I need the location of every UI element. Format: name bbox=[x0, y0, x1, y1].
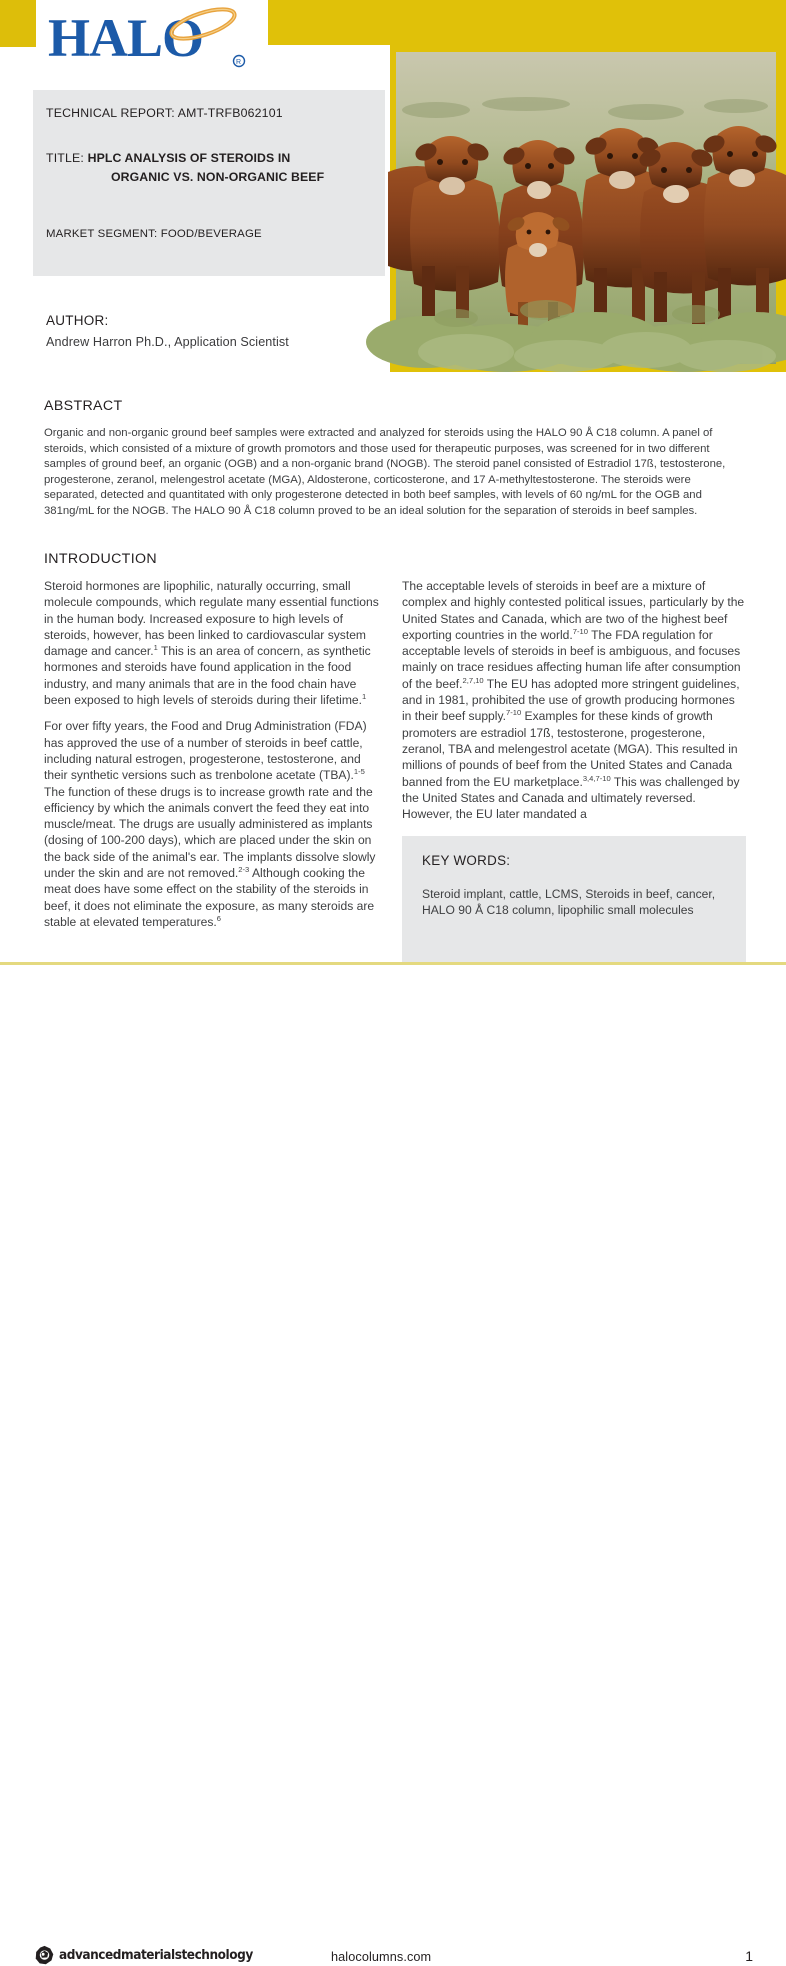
svg-text:HALO: HALO bbox=[48, 8, 204, 68]
p2-text-b: The function of these drugs is to increase growth rate and the efficiency by which the animals convert the feed they eat into muscle/meat. The drugs are usually administered as implants (dosing of 100-200 days), which are placed under the skin on the back side of the animal's ear. The implants dissolve slowly under the skin and are not removed. bbox=[44, 784, 376, 881]
author-label: AUTHOR: bbox=[46, 313, 109, 328]
footer-website[interactable]: halocolumns.com bbox=[331, 1950, 432, 1964]
p2-ref-1: 1-5 bbox=[353, 767, 365, 777]
keywords-body: Steroid implant, cattle, LCMS, Steroids in beef, cancer, HALO 90 Å C18 column, lipophilic small molecules bbox=[422, 887, 716, 918]
title-label: TITLE: bbox=[46, 151, 84, 165]
introduction-column-right bbox=[402, 578, 746, 822]
p3-text-e: This was challenged by the United States and Canada and ultimately reversed. However, the EU later mandated a bbox=[402, 774, 740, 822]
author-name: Andrew Harron Ph.D., Application Scientist bbox=[46, 335, 289, 349]
p2-text-c: Although cooking the meat does have some effect on the stability of the steroids in beef, it does not eliminate the exposure, as many steroids are stable at elevated temperatures. bbox=[44, 866, 375, 929]
p1-text-a: Steroid hormones are lipophilic, naturally occurring, small molecule compounds, which regulate many essential functions in the human body. Increased exposure to high levels of steroids, however, has been linked to cardiovascular system damage and cancer. bbox=[44, 579, 379, 659]
p3-ref-1: 7-10 bbox=[572, 626, 588, 636]
introduction-column-left bbox=[44, 578, 384, 930]
abstract-section bbox=[44, 398, 746, 520]
keywords-heading: KEY WORDS: bbox=[422, 853, 511, 868]
amt-logo-mark bbox=[34, 1945, 55, 1966]
introduction-heading: INTRODUCTION bbox=[44, 551, 157, 567]
p1-ref-1: 1 bbox=[153, 643, 158, 653]
p3-text-b: The FDA regulation for acceptable levels of steroids in beef is ambiguous, and focuses mainly on trace residues affecting human life after consumption of the beef. bbox=[402, 627, 741, 691]
intro-paragraph-3 bbox=[402, 578, 746, 822]
report-title-line1 bbox=[46, 151, 290, 165]
report-title-line2: ORGANIC VS. NON-ORGANIC BEEF bbox=[111, 170, 325, 184]
p2-ref-3: 6 bbox=[216, 913, 222, 923]
p1-text-b: This is an area of concern, as synthetic hormones and steroids have found application in the food industry, and many animals that are in the food chain have been exposed to high levels of steroids during their lifetime. bbox=[44, 644, 371, 708]
cattle-photograph bbox=[396, 52, 776, 364]
author-block bbox=[46, 313, 376, 349]
halo-logo bbox=[48, 6, 263, 68]
amt-logo-text: advancedmaterialstechnology bbox=[59, 1948, 253, 1963]
intro-paragraph-1 bbox=[44, 578, 384, 708]
p3-ref-3: 7-10 bbox=[505, 708, 522, 718]
page-footer bbox=[0, 965, 786, 1964]
p3-text-a: The acceptable levels of steroids in beef are a mixture of complex and highly contested political issues, particularly by the United States and Canada, which are two of the highest beef exporting countries in the world. bbox=[402, 579, 745, 642]
p2-ref-2: 2-3 bbox=[238, 865, 250, 875]
yellow-accent-left bbox=[0, 0, 36, 47]
p1-ref-2: 1 bbox=[361, 692, 367, 702]
p3-ref-4: 3,4,7-10 bbox=[582, 773, 611, 783]
footer-page-number: 1 bbox=[745, 1948, 753, 1964]
abstract-body: Organic and non-organic ground beef samples were extracted and analyzed for steroids using the HALO 90 Å C18 column. A panel of steroids, which consisted of a mixture of growth promotors and those used for therapeutic purposes, was screened for in two different samples of ground beef, an organic (OGB) and a non-organic brand (NOGB). The steroid panel consisted of Estradiol 17ß, testosterone, progesterone, zeranol, melengestrol acetate (MGA), Aldosterone, corticosterone, and 17 A-methyltestosterone. The steroids were separated, detected and quantitated with only progesterone detected in both beef samples, with levels of 60 ng/mL for the OGB and 381ng/mL for the NOGB. The HALO 90 Å C18 column proved to be an ideal solution for the separation of steroids in beef samples. bbox=[44, 427, 726, 517]
svg-text:R: R bbox=[236, 59, 242, 66]
intro-paragraph-2 bbox=[44, 718, 384, 930]
p3-text-d: Examples for these kinds of growth promoters are estradiol 17ß, testosterone, progesterone, zeranol, TBA and melengestrol acetate (MGA). This resulted in millions of pounds of beef from the United States and Canada banned from the EU marketplace. bbox=[402, 709, 738, 789]
title-text-line1: HPLC ANALYSIS OF STEROIDS IN bbox=[87, 151, 291, 165]
keywords-box bbox=[402, 836, 746, 962]
report-info-box bbox=[33, 90, 385, 276]
technical-report-id: TECHNICAL REPORT: AMT-TRFB062101 bbox=[46, 106, 283, 120]
introduction-section bbox=[44, 551, 157, 567]
market-segment: MARKET SEGMENT: FOOD/BEVERAGE bbox=[46, 228, 262, 240]
abstract-heading: ABSTRACT bbox=[44, 398, 123, 414]
amt-logo bbox=[34, 1945, 270, 1966]
p2-text-a: For over fifty years, the Food and Drug Administration (FDA) has approved the use of a number of steroids in beef cattle, including natural estrogen, progesterone, testosterone, and their synthetic versions such as trenbolone acetate (TBA). bbox=[44, 719, 367, 783]
p3-ref-2: 2,7,10 bbox=[462, 675, 484, 685]
yellow-accent-top bbox=[268, 0, 786, 45]
p3-text-c: The EU has adopted more stringent guidelines, and in 1981, prohibited the use of growth producing hormones in their beef supply. bbox=[402, 676, 740, 724]
